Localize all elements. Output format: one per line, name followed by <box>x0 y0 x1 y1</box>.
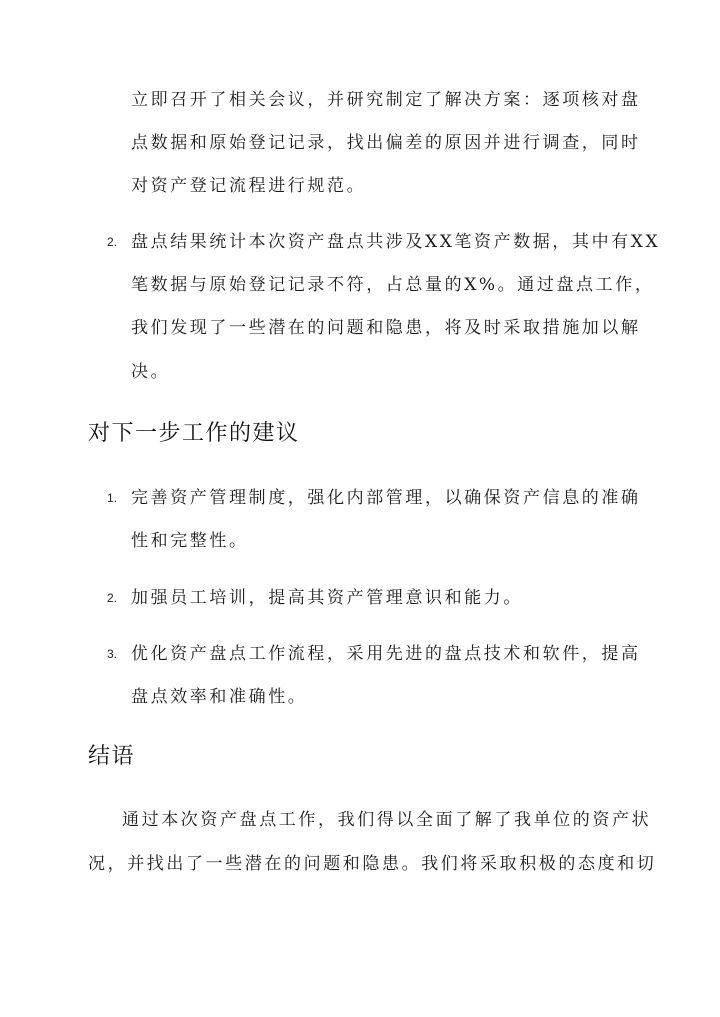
conclusion-line-1: 通过本次资产盘点工作，我们得以全面了解了我单位的资产状 <box>122 810 652 830</box>
intro-line-1: 立即召开了相关会议，并研究制定了解决方案：逐项核对盘 <box>131 90 641 110</box>
results-line-3: 我们发现了一些潜在的问题和隐患，将及时采取措施加以解 <box>131 318 641 338</box>
section-heading-conclusion: 结语 <box>88 744 136 769</box>
list-number-1: 1. <box>107 491 118 505</box>
suggestion-2-line-1: 加强员工培训，提高其资产管理意识和能力。 <box>131 588 523 608</box>
list-number-3: 3. <box>107 647 118 661</box>
suggestion-1-line-2: 性和完整性。 <box>131 531 249 551</box>
results-line-1: 盘点结果统计本次资产盘点共涉及XX笔资产数据，其中有XX <box>131 232 661 252</box>
suggestion-3-line-2: 盘点效率和准确性。 <box>131 687 308 707</box>
list-number-2: 2. <box>107 235 118 249</box>
intro-line-2: 点数据和原始登记记录，找出偏差的原因并进行调查，同时 <box>131 133 641 153</box>
intro-line-3: 对资产登记流程进行规范。 <box>131 176 367 196</box>
conclusion-line-2: 况，并找出了一些潜在的问题和隐患。我们将采取积极的态度和切 <box>88 854 657 874</box>
results-line-4: 决。 <box>131 362 171 382</box>
suggestion-3-line-1: 优化资产盘点工作流程，采用先进的盘点技术和软件，提高 <box>131 644 641 664</box>
section-heading-suggestions: 对下一步工作的建议 <box>88 421 300 446</box>
list-number-2b: 2. <box>107 591 118 605</box>
suggestion-1-line-1: 完善资产管理制度，强化内部管理，以确保资产信息的准确 <box>131 488 641 508</box>
results-line-2: 笔数据与原始登记记录不符，占总量的X%。通过盘点工作， <box>131 275 655 295</box>
